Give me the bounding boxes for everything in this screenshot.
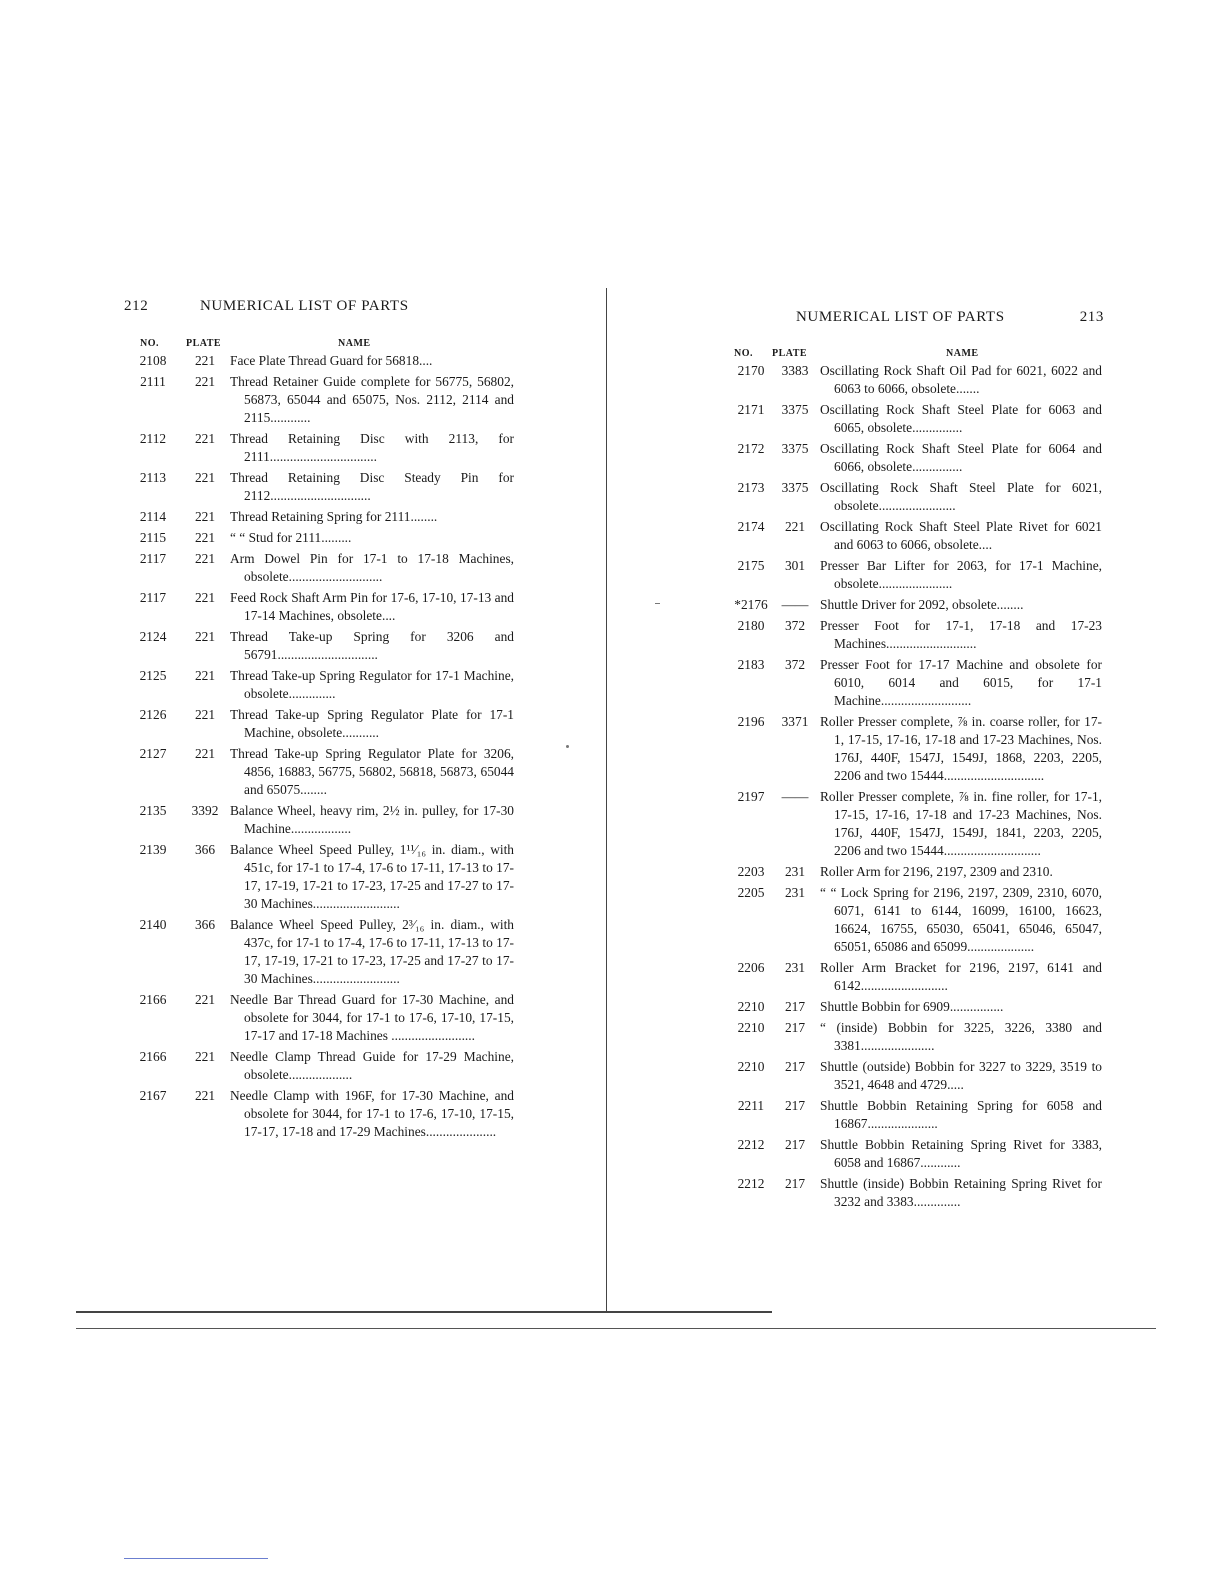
part-number: 2173: [737, 480, 765, 495]
part-number: 2171: [737, 402, 765, 417]
table-row: [130, 508, 514, 526]
plate-number: 221: [194, 1049, 216, 1064]
part-name: Presser Foot for 17-17 Machine and obsolete for 6010, 6014 and 6015, for 17-1 Machine...........................: [820, 657, 1102, 708]
part-number: 2206: [737, 960, 765, 975]
table-row: [728, 362, 1102, 398]
table-row: [728, 479, 1102, 515]
part-number: 2167: [139, 1088, 167, 1103]
column-header-name: NAME: [338, 338, 371, 349]
table-row: [728, 1058, 1102, 1094]
table-row: [728, 401, 1102, 437]
part-number: 2174: [737, 519, 765, 534]
plate-number: 221: [194, 551, 216, 566]
table-row: [130, 991, 514, 1045]
table-row: [130, 352, 514, 370]
table-row: [130, 550, 514, 586]
scan-speck: [566, 745, 569, 748]
table-row: [728, 1136, 1102, 1172]
page-number: 212: [124, 298, 149, 314]
part-name: Thread Retaining Spring for 2111........: [230, 509, 438, 524]
part-number: 2170: [737, 363, 765, 378]
plate-number: 372: [784, 657, 806, 672]
table-row: [130, 841, 514, 913]
part-number: 2124: [139, 629, 167, 644]
part-name: Thread Retaining Disc with 2113, for 2111................................: [230, 431, 514, 464]
gutter-line: [606, 288, 607, 1312]
part-number: 2113: [139, 470, 167, 485]
table-row: [130, 529, 514, 547]
plate-number: 217: [784, 999, 806, 1014]
part-number: 2140: [139, 917, 167, 932]
part-number: 2135: [139, 803, 167, 818]
scan-speck: [655, 603, 660, 604]
part-name: Shuttle Bobbin Retaining Spring for 6058 and 16867.....................: [820, 1098, 1102, 1131]
part-name: Thread Take-up Spring Regulator Plate for 17-1 Machine, obsolete...........: [230, 707, 514, 740]
column-header-no: NO.: [140, 338, 159, 349]
part-name: Roller Presser complete, ⅞ in. fine roller, for 17-1, 17-15, 17-16, 17-18 and 17-23 Machines, Nos. 176J, 440F, 1547J, 1549J, 1841, 2203, 2205, 2206 and two 15444.............................: [820, 789, 1102, 858]
table-row: [728, 617, 1102, 653]
part-name: Thread Retaining Disc Steady Pin for 2112..............................: [230, 470, 514, 503]
part-name: Thread Take-up Spring Regulator Plate for 3206, 4856, 16883, 56775, 56802, 56818, 56873, 65044 and 65075........: [230, 746, 514, 797]
part-number: 2111: [140, 374, 166, 389]
part-name: Arm Dowel Pin for 17-1 to 17-18 Machines, obsolete............................: [230, 551, 514, 584]
part-name: Shuttle (inside) Bobbin Retaining Spring Rivet for 3232 and 3383..............: [820, 1176, 1102, 1209]
part-number: 2205: [737, 885, 765, 900]
part-name: Balance Wheel Speed Pulley, 2³⁄₁₆ in. diam., with 437c, for 17-1 to 17-4, 17-6 to 17-11, 17-13 to 17-17, 17-19, 17-21 to 17-23, 17-25 and 17-27 to 17-30 Machines..........................: [230, 917, 514, 986]
part-number: 2127: [139, 746, 167, 761]
table-row: [130, 1087, 514, 1141]
part-name: Needle Bar Thread Guard for 17-30 Machine, and obsolete for 3044, for 17-1 to 17-6, 17-10, 17-15, 17-17 and 17-18 Machines .........................: [230, 992, 514, 1043]
part-number: 2212: [737, 1176, 765, 1191]
plate-number: 221: [784, 519, 806, 534]
part-name: “ (inside) Bobbin for 3225, 3226, 3380 and 3381......................: [820, 1020, 1102, 1053]
part-name: Feed Rock Shaft Arm Pin for 17-6, 17-10, 17-13 and 17-14 Machines, obsolete....: [230, 590, 514, 623]
table-row: [728, 1175, 1102, 1211]
part-number: 2211: [737, 1098, 765, 1113]
part-number: 2196: [737, 714, 765, 729]
table-row: [130, 745, 514, 799]
plate-number: 221: [194, 470, 216, 485]
part-number: 2115: [139, 530, 167, 545]
part-name: Shuttle Bobbin Retaining Spring Rivet for 3383, 6058 and 16867............: [820, 1137, 1102, 1170]
plate-number: 366: [194, 842, 216, 857]
plate-number: 3383: [781, 363, 809, 378]
plate-number: 221: [194, 530, 216, 545]
part-name: Thread Take-up Spring Regulator for 17-1 Machine, obsolete..............: [230, 668, 514, 701]
part-name: Roller Arm for 2196, 2197, 2309 and 2310.: [820, 864, 1053, 879]
page-number: 213: [1079, 309, 1104, 325]
column-headers: [728, 348, 1102, 362]
part-number: *2176: [734, 597, 768, 612]
table-row: [130, 589, 514, 625]
part-name: Oscillating Rock Shaft Steel Plate Rivet for 6021 and 6063 to 6066, obsolete....: [820, 519, 1102, 552]
part-name: Roller Arm Bracket for 2196, 2197, 6141 and 6142..........................: [820, 960, 1102, 993]
running-head-title: NUMERICAL LIST OF PARTS: [796, 309, 1005, 325]
plate-number: 3375: [781, 441, 809, 456]
plate-number: ——: [781, 597, 809, 612]
column-header-plate: PLATE: [186, 338, 222, 349]
part-name: “ “ Stud for 2111.........: [230, 530, 352, 545]
parts-table: [130, 338, 514, 1144]
plate-number: 217: [784, 1059, 806, 1074]
table-row: [130, 667, 514, 703]
part-number: 2212: [737, 1137, 765, 1152]
table-row: [728, 1019, 1102, 1055]
table-row: [728, 788, 1102, 860]
part-number: 2210: [737, 1059, 765, 1074]
plate-number: 231: [784, 885, 806, 900]
plate-number: 366: [194, 917, 216, 932]
part-name: Thread Take-up Spring for 3206 and 56791..............................: [230, 629, 514, 662]
plate-number: 221: [194, 374, 216, 389]
parts-table: [728, 348, 1102, 1214]
plate-number: 221: [194, 509, 216, 524]
plate-number: 3375: [781, 402, 809, 417]
part-number: 2210: [737, 1020, 765, 1035]
table-row: [728, 440, 1102, 476]
part-name: Shuttle Driver for 2092, obsolete........: [820, 597, 1024, 612]
table-row: [130, 628, 514, 664]
part-name: Oscillating Rock Shaft Oil Pad for 6021, 6022 and 6063 to 6066, obsolete.......: [820, 363, 1102, 396]
column-headers: [130, 338, 514, 352]
part-name: Balance Wheel Speed Pulley, 1¹¹⁄₁₆ in. diam., with 451c, for 17-1 to 17-4, 17-6 to 17-11, 17-13 to 17-17, 17-19, 17-21 to 17-23, 17-25 and 17-27 to 17-30 Machines..........................: [230, 842, 514, 911]
table-row: [728, 1097, 1102, 1133]
plate-number: 221: [194, 590, 216, 605]
part-number: 2125: [139, 668, 167, 683]
plate-number: 217: [784, 1020, 806, 1035]
table-row: [130, 706, 514, 742]
part-name: Oscillating Rock Shaft Steel Plate for 6063 and 6065, obsolete...............: [820, 402, 1102, 435]
table-row: [728, 713, 1102, 785]
plate-number: 221: [194, 992, 216, 1007]
part-name: Oscillating Rock Shaft Steel Plate for 6021, obsolete.......................: [820, 480, 1102, 513]
scan-edge-line: [76, 1311, 772, 1313]
part-number: 2210: [737, 999, 765, 1014]
plate-number: 221: [194, 431, 216, 446]
part-number: 2117: [139, 551, 167, 566]
plate-number: 221: [194, 707, 216, 722]
part-name: Presser Bar Lifter for 2063, for 17-1 Machine, obsolete......................: [820, 558, 1102, 591]
part-number: 2197: [737, 789, 765, 804]
part-number: 2175: [737, 558, 765, 573]
table-row: [728, 884, 1102, 956]
part-name: Shuttle (outside) Bobbin for 3227 to 3229, 3519 to 3521, 4648 and 4729.....: [820, 1059, 1102, 1092]
scan-edge-line: [124, 1558, 268, 1559]
part-number: 2166: [139, 992, 167, 1007]
plate-number: 217: [784, 1098, 806, 1113]
table-row: [728, 656, 1102, 710]
table-row: [728, 863, 1102, 881]
part-number: 2180: [737, 618, 765, 633]
plate-number: 221: [194, 629, 216, 644]
running-head: [796, 309, 1104, 326]
part-name: “ “ Lock Spring for 2196, 2197, 2309, 2310, 6070, 6071, 6141 to 6144, 16099, 16100, 16623, 16624, 16755, 65030, 65041, 65046, 65047, 65051, 65086 and 65099....................: [820, 885, 1102, 954]
plate-number: 3371: [781, 714, 809, 729]
table-row: [728, 557, 1102, 593]
table-row: [130, 373, 514, 427]
part-number: 2166: [139, 1049, 167, 1064]
plate-number: 217: [784, 1176, 806, 1191]
right-page: [612, 0, 1224, 1584]
parts-rows: [130, 352, 514, 1141]
column-header-plate: PLATE: [772, 348, 808, 359]
column-header-no: NO.: [734, 348, 753, 359]
running-head: [124, 298, 524, 315]
part-name: Roller Presser complete, ⅞ in. coarse roller, for 17-1, 17-15, 17-16, 17-18 and 17-23 Machines, Nos. 176J, 440F, 1547J, 1549J, 1868, 2203, 2205, 2206 and two 15444..............................: [820, 714, 1102, 783]
part-name: Oscillating Rock Shaft Steel Plate for 6064 and 6066, obsolete...............: [820, 441, 1102, 474]
table-row: [728, 959, 1102, 995]
part-name: Presser Foot for 17-1, 17-18 and 17-23 Machines...........................: [820, 618, 1102, 651]
running-head-title: NUMERICAL LIST OF PARTS: [200, 298, 409, 314]
parts-rows: [728, 362, 1102, 1211]
plate-number: 221: [194, 668, 216, 683]
part-number: 2183: [737, 657, 765, 672]
table-row: [130, 469, 514, 505]
table-row: [728, 596, 1102, 614]
plate-number: 301: [784, 558, 806, 573]
table-row: [130, 430, 514, 466]
part-number: 2172: [737, 441, 765, 456]
part-name: Thread Retainer Guide complete for 56775, 56802, 56873, 65044 and 65075, Nos. 2112, 2114 and 2115............: [230, 374, 514, 425]
part-number: 2117: [139, 590, 167, 605]
scan-edge-line: [76, 1328, 1156, 1329]
part-name: Face Plate Thread Guard for 56818....: [230, 353, 433, 368]
table-row: [130, 802, 514, 838]
column-header-name: NAME: [946, 348, 979, 359]
table-row: [130, 916, 514, 988]
plate-number: 3375: [781, 480, 809, 495]
part-name: Balance Wheel, heavy rim, 2½ in. pulley, for 17-30 Machine..................: [230, 803, 514, 836]
plate-number: 231: [784, 960, 806, 975]
part-name: Needle Clamp Thread Guide for 17-29 Machine, obsolete...................: [230, 1049, 514, 1082]
part-number: 2126: [139, 707, 167, 722]
plate-number: ——: [781, 789, 809, 804]
table-row: [728, 518, 1102, 554]
plate-number: 372: [784, 618, 806, 633]
plate-number: 221: [194, 353, 216, 368]
part-number: 2203: [737, 864, 765, 879]
table-row: [130, 1048, 514, 1084]
plate-number: 231: [784, 864, 806, 879]
plate-number: 3392: [191, 803, 219, 818]
part-name: Shuttle Bobbin for 6909................: [820, 999, 1004, 1014]
plate-number: 221: [194, 1088, 216, 1103]
table-row: [728, 998, 1102, 1016]
part-number: 2108: [139, 353, 167, 368]
part-number: 2114: [139, 509, 167, 524]
plate-number: 221: [194, 746, 216, 761]
part-name: Needle Clamp with 196F, for 17-30 Machine, and obsolete for 3044, for 17-1 to 17-6, 17-10, 17-15, 17-17, 17-18 and 17-29 Machines.....................: [230, 1088, 514, 1139]
plate-number: 217: [784, 1137, 806, 1152]
part-number: 2139: [139, 842, 167, 857]
part-number: 2112: [139, 431, 167, 446]
